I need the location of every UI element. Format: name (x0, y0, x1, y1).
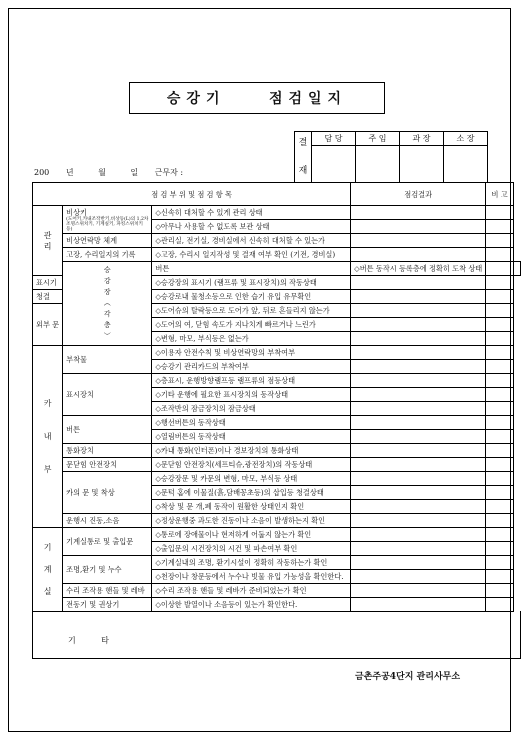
result-cell[interactable] (351, 598, 486, 612)
note-cell[interactable] (486, 444, 514, 458)
row-item: 문닫힘 안전장치 (63, 458, 152, 472)
result-cell[interactable] (351, 556, 486, 570)
row-item: 조명,환기 및 누수 (63, 556, 152, 584)
result-cell[interactable] (351, 332, 486, 346)
row-item: 외부 문 (33, 304, 63, 346)
note-cell[interactable] (486, 556, 514, 570)
note-cell[interactable] (486, 206, 514, 220)
table-row (33, 556, 521, 570)
row-content: ◇카내 통화(인터폰)이나 경보장치의 통화상태 (152, 444, 351, 458)
row-content: ◇도어슈의 탈락등으로 도어가 앞, 뒤로 흔들리지 않는가 (152, 304, 351, 318)
result-cell[interactable] (351, 500, 486, 514)
table-row (33, 374, 521, 388)
result-cell[interactable] (351, 318, 486, 332)
header-note: 비 고 (486, 183, 514, 206)
table-row (33, 584, 521, 598)
header-items: 점 검 부 위 및 점 검 항 목 (33, 183, 351, 206)
table-row (33, 514, 521, 528)
row-content: ◇변형, 마모, 부식등은 없는가 (152, 332, 351, 346)
result-cell[interactable] (351, 234, 486, 248)
note-cell[interactable] (486, 542, 514, 556)
row-content: ◇문턱 홈에 이물질(흙,담배꽁초등)의 삽입등 청결상태 (152, 486, 351, 500)
row-item: 비상키 (도어키,카내조작반키,비상등(L)의 1,2차 조명스위치키, 기계실키, 파킹스위치키 등) (63, 206, 152, 234)
row-item: 기계실통로 및 출입문 (63, 528, 152, 556)
note-cell[interactable] (486, 458, 514, 472)
row-item: 전동기 및 권상기 (63, 598, 152, 612)
note-cell[interactable] (486, 430, 514, 444)
row-content: ◇아무나 사용할 수 없도록 보관 상태 (152, 220, 351, 234)
etc-box[interactable] (32, 611, 521, 659)
note-cell[interactable] (486, 402, 514, 416)
row-content: ◇이상한 발열이나 소음등이 있는가 확인한다. (152, 598, 351, 612)
note-cell[interactable] (486, 346, 514, 360)
row-content: ◇천장이나 창문등에서 누수나 빗물 유입 가능성을 확인한다. (152, 570, 351, 584)
header-result: 점검결과 (351, 183, 486, 206)
category-landing: 승 강 장 ︵ 각 층 ︶ (63, 262, 152, 346)
result-cell[interactable] (351, 346, 486, 360)
row-content: ◇열림버튼의 동작상태 (152, 430, 351, 444)
row-item: 청결 (33, 290, 63, 304)
result-cell[interactable] (351, 542, 486, 556)
result-cell[interactable] (351, 528, 486, 542)
result-cell[interactable] (351, 416, 486, 430)
approval-sign-3[interactable] (400, 146, 444, 183)
approval-sign-4[interactable] (444, 146, 488, 183)
result-cell[interactable] (351, 444, 486, 458)
table-row (33, 234, 521, 248)
result-cell[interactable] (351, 290, 486, 304)
table-row (33, 444, 521, 458)
note-cell[interactable] (486, 388, 514, 402)
approval-head-3: 과 장 (400, 132, 444, 146)
note-cell[interactable] (486, 276, 514, 290)
table-row (33, 416, 521, 430)
row-content: ◇수리 조작용 핸들 및 레바가 준비되었는가 확인 (152, 584, 351, 598)
note-cell[interactable] (486, 220, 514, 234)
row-item: 부착물 (63, 346, 152, 374)
table-row (33, 598, 521, 612)
table-row (33, 458, 521, 472)
result-cell[interactable] (351, 514, 486, 528)
result-cell[interactable] (351, 248, 486, 262)
date-month-unit: 월 (98, 168, 106, 177)
row-item: 버튼 (63, 416, 152, 444)
row-content: ◇행선버튼의 동작상태 (152, 416, 351, 430)
note-cell[interactable] (486, 360, 514, 374)
note-cell[interactable] (486, 514, 514, 528)
result-cell[interactable] (351, 304, 486, 318)
approval-label: 결 재 (295, 132, 312, 183)
etc-label: 기 타 (68, 636, 109, 645)
note-cell[interactable] (486, 304, 514, 318)
row-content: ◇이용자 안전수칙 및 비상연락망의 부착여부 (152, 346, 351, 360)
category-car: 카 내 부 (33, 346, 63, 528)
approval-sign-1[interactable] (312, 146, 356, 183)
date-line (34, 167, 197, 178)
row-item: 운행시 진동,소음 (63, 514, 152, 528)
result-cell[interactable] (351, 458, 486, 472)
note-cell[interactable] (486, 598, 514, 612)
approval-table (294, 131, 488, 183)
note-cell[interactable] (486, 374, 514, 388)
note-cell[interactable] (486, 584, 514, 598)
row-item: 통화장치 (63, 444, 152, 458)
note-cell[interactable] (486, 472, 514, 486)
title-box (129, 82, 385, 114)
note-cell[interactable] (486, 234, 514, 248)
row-content: ◇신속히 대처할 수 있게 관리 상태 (152, 206, 351, 220)
row-content: ◇고장, 수리시 일지작성 및 결재 여부 확인 (기전, 경비실) (152, 248, 351, 262)
table-row (33, 248, 521, 262)
note-cell[interactable] (486, 500, 514, 514)
row-item: 고장, 수리일지의 기록 (63, 248, 152, 262)
result-cell[interactable] (351, 472, 486, 486)
row-content: ◇층표시, 운행방향램프등 램프류의 점등상태 (152, 374, 351, 388)
row-content: ◇출입문의 시건장치의 시건 및 파손여부 확인 (152, 542, 351, 556)
result-cell[interactable] (351, 430, 486, 444)
row-content: ◇통로에 장애물이나 현저하게 어둡지 않는가 확인 (152, 528, 351, 542)
row-content: ◇조작반의 잠금장치의 잠금상태 (152, 402, 351, 416)
row-item: 표시기 (33, 276, 63, 290)
row-content: ◇기계실내의 조명, 환기시설이 정확히 작동하는가 확인 (152, 556, 351, 570)
row-content: ◇승강장문 및 카문의 변형, 마모, 부식등 상태 (152, 472, 351, 486)
result-cell[interactable] (351, 206, 486, 220)
date-year: 200 (34, 168, 50, 177)
approval-head-1: 담 당 (312, 132, 356, 146)
table-row (33, 262, 521, 276)
row-content: ◇관리실, 전기실, 경비실에서 신속히 대처할 수 있는가 (152, 234, 351, 248)
row-item: 비상연락망 체계 (63, 234, 152, 248)
approval-head-2: 주 임 (356, 132, 400, 146)
result-cell[interactable] (351, 388, 486, 402)
page-title: 승강기 점검일지 (166, 91, 348, 107)
note-cell[interactable] (486, 290, 514, 304)
row-content: ◇버튼 동작시 등록층에 정확히 도착 상태 (351, 262, 486, 276)
date-year-unit: 년 (65, 168, 74, 177)
note-cell[interactable] (486, 318, 514, 332)
row-content: ◇승강로내 물청소등으로 인한 습기 유입 유무확인 (152, 290, 351, 304)
result-cell[interactable] (351, 360, 486, 374)
table-row (33, 472, 521, 486)
date-day-unit: 일 (130, 168, 139, 177)
row-content: ◇도어의 여, 닫힘 속도가 지나치게 빠르거나 느린가 (152, 318, 351, 332)
note-cell[interactable] (486, 332, 514, 346)
worker-label: 근무자 : (154, 168, 184, 177)
table-row (33, 206, 521, 220)
row-content: ◇정상운행중 과도한 진동이나 소음이 발생하는지 확인 (152, 514, 351, 528)
result-cell[interactable] (351, 402, 486, 416)
footer-office: 금촌주공4단지 관리사무소 (355, 672, 461, 682)
note-cell[interactable] (486, 486, 514, 500)
row-item: 표시장치 (63, 374, 152, 416)
row-content: ◇착상 및 문 개,폐 동작이 원활한 상태인지 확인 (152, 500, 351, 514)
table-header (33, 183, 521, 206)
row-item: 버튼 (152, 262, 351, 276)
category-mgmt: 관 리 (33, 206, 63, 276)
approval-sign-2[interactable] (356, 146, 400, 183)
note-cell[interactable] (514, 262, 521, 276)
result-cell[interactable] (351, 220, 486, 234)
result-cell[interactable] (486, 262, 514, 276)
row-item: 수리 조작용 핸들 및 레바 (63, 584, 152, 598)
table-row (33, 346, 521, 360)
table-row (33, 528, 521, 542)
result-cell[interactable] (351, 584, 486, 598)
row-content: ◇승강장의 표시기 (램프류 및 표시장치)의 작동상태 (152, 276, 351, 290)
note-cell[interactable] (486, 416, 514, 430)
result-cell[interactable] (351, 486, 486, 500)
result-cell[interactable] (351, 570, 486, 584)
note-cell[interactable] (486, 570, 514, 584)
inspection-table (32, 182, 521, 612)
row-item: 카의 문 및 착상 (63, 472, 152, 514)
row-content: ◇승강기 관리카드의 부착여부 (152, 360, 351, 374)
note-cell[interactable] (486, 248, 514, 262)
approval-head-4: 소 장 (444, 132, 488, 146)
row-content: ◇문닫힘 안전장치(세프티슈,광전장치)의 작동상태 (152, 458, 351, 472)
category-machine: 기 계 실 (33, 528, 63, 612)
result-cell[interactable] (351, 276, 486, 290)
result-cell[interactable] (351, 374, 486, 388)
row-content: ◇기타 운행에 필요한 표시장치의 동작상태 (152, 388, 351, 402)
note-cell[interactable] (486, 528, 514, 542)
